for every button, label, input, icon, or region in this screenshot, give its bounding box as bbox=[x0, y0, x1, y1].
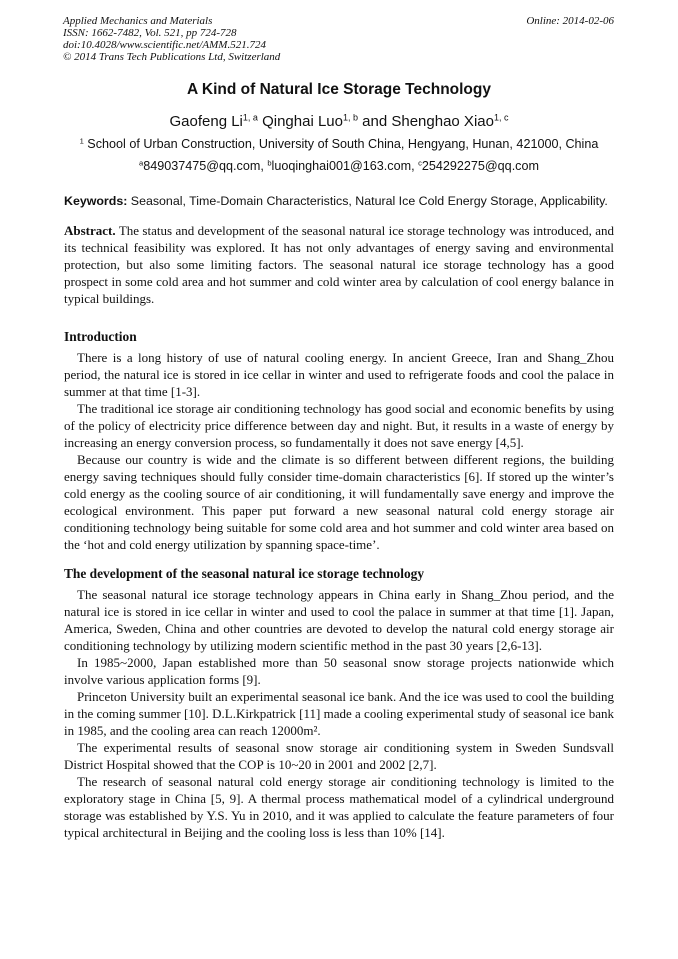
section-heading: The development of the seasonal natural ice storage technology bbox=[64, 566, 425, 581]
paragraph: The seasonal natural ice storage technology appears in China early in Shang_Zhou period, and the natural ice is stored in ice cellar in winter and used to cool the palace in summer at that time [1]. Japan, America, Sweden, China and other countries are devoted to develop the natural cold energy storage air conditioning technology by utilizing modern scientific method in the past 30 years [2,6-13]. bbox=[64, 587, 614, 653]
paragraph: Because our country is wide and the climate is so different between different regions, the building energy saving techniques should fully consider time-domain characteristics [6]. If stored up the winter’s cold energy as the cooling source of air conditioning, it will fundamentally save energy and improve the ecological environment. This paper put forward a new seasonal natural cold energy storage air conditioning technology being suitable for some cold area and hot summer and cold winter area based on the ‘hot and cold energy utilization by spanning space-time’. bbox=[64, 452, 614, 552]
email: luoqinghai001@163.com, bbox=[271, 159, 419, 173]
journal-name: Applied Mechanics and Materials bbox=[63, 15, 213, 27]
keywords-text: Seasonal, Time-Domain Characteristics, Natural Ice Cold Energy Storage, Applicability. bbox=[127, 194, 608, 208]
paragraph: In 1985~2000, Japan established more than 50 seasonal snow storage projects nationwide which involve various application forms [9]. bbox=[64, 655, 614, 687]
section-introduction bbox=[64, 328, 614, 553]
author-sup: 1, c bbox=[493, 112, 509, 123]
keywords bbox=[64, 194, 608, 208]
journal-info bbox=[63, 15, 280, 63]
affiliation-sup: 1 bbox=[79, 136, 84, 146]
authors bbox=[0, 113, 678, 130]
online-date: Online: 2014-02-06 bbox=[526, 15, 614, 27]
email-sup: a bbox=[139, 158, 144, 168]
author-sup: 1, b bbox=[342, 112, 358, 123]
email-sup: c bbox=[418, 158, 422, 168]
section-heading: Introduction bbox=[64, 329, 137, 344]
paragraph: There is a long history of use of natural cooling energy. In ancient Greece, Iran and Shang_Zhou period, the natural ice is stored in ice cellar in winter and used to refrigerate foods and cool the palace in summer at that time [1-3]. bbox=[64, 350, 614, 399]
paragraph: The traditional ice storage air conditioning technology has good social and economic benefits by using of the policy of electricity price difference between day and night. But, it results in a waste of energy by increasing an energy conversion process, so fundamentally it does not save energy [4,5]. bbox=[64, 401, 614, 450]
email: 254292275@qq.com bbox=[421, 159, 539, 173]
author-name: Gaofeng Li bbox=[169, 113, 243, 130]
email: 849037475@qq.com, bbox=[143, 159, 268, 173]
emails bbox=[0, 159, 678, 173]
abstract bbox=[64, 222, 614, 307]
doi: doi:10.4028/www.scientific.net/AMM.521.724 bbox=[63, 39, 266, 51]
paragraph: The research of seasonal natural cold energy storage air conditioning technology is limited to the exploratory stage in China [5, 9]. A thermal process mathematical model of a cylindrical underground storage was established by Y.S. Yu in 2010, and it was applied to calculate the feature parameters of four typical architectural in Beijing and the cooling loss is less than 10% [14]. bbox=[64, 774, 614, 840]
abstract-text: The status and development of the seasonal natural ice storage technology was introduced, and its technical feasibility was explored. It has not only advantages of energy saving and environmental protection, but also some limiting factors. The seasonal natural ice storage technology has a good prospect in some cold area and hot summer and cold winter area by calculation of cool energy balance in typical buildings. bbox=[64, 223, 614, 306]
issn: ISSN: 1662-7482, Vol. 521, pp 724-728 bbox=[63, 27, 237, 39]
email-sup: b bbox=[267, 158, 272, 168]
affiliation-text: School of Urban Construction, University of South China, Hengyang, Hunan, 421000, China bbox=[83, 137, 599, 151]
abstract-label: Abstract. bbox=[64, 223, 116, 238]
paragraph: Princeton University built an experimental seasonal ice bank. And the ice was used to cool the building in the coming summer [10]. D.L.Kirkpatrick [11] made a cooling experimental study of seasonal ice bank in 1985, and the cooling area can reach 12000m². bbox=[64, 689, 614, 738]
author-name: Qinghai Luo bbox=[262, 113, 343, 130]
copyright: © 2014 Trans Tech Publications Ltd, Switzerland bbox=[63, 51, 281, 63]
paragraph: The experimental results of seasonal snow storage air conditioning system in Sweden Sundsvall District Hospital showed that the COP is 10~20 in 2001 and 2002 [2,7]. bbox=[64, 740, 614, 772]
author-name: and Shenghao Xiao bbox=[362, 113, 494, 130]
section-development bbox=[64, 565, 614, 841]
keywords-label: Keywords: bbox=[64, 194, 128, 208]
paper-title: A Kind of Natural Ice Storage Technology bbox=[186, 81, 491, 98]
author-sup: 1, a bbox=[242, 112, 258, 123]
affiliation bbox=[0, 137, 678, 151]
